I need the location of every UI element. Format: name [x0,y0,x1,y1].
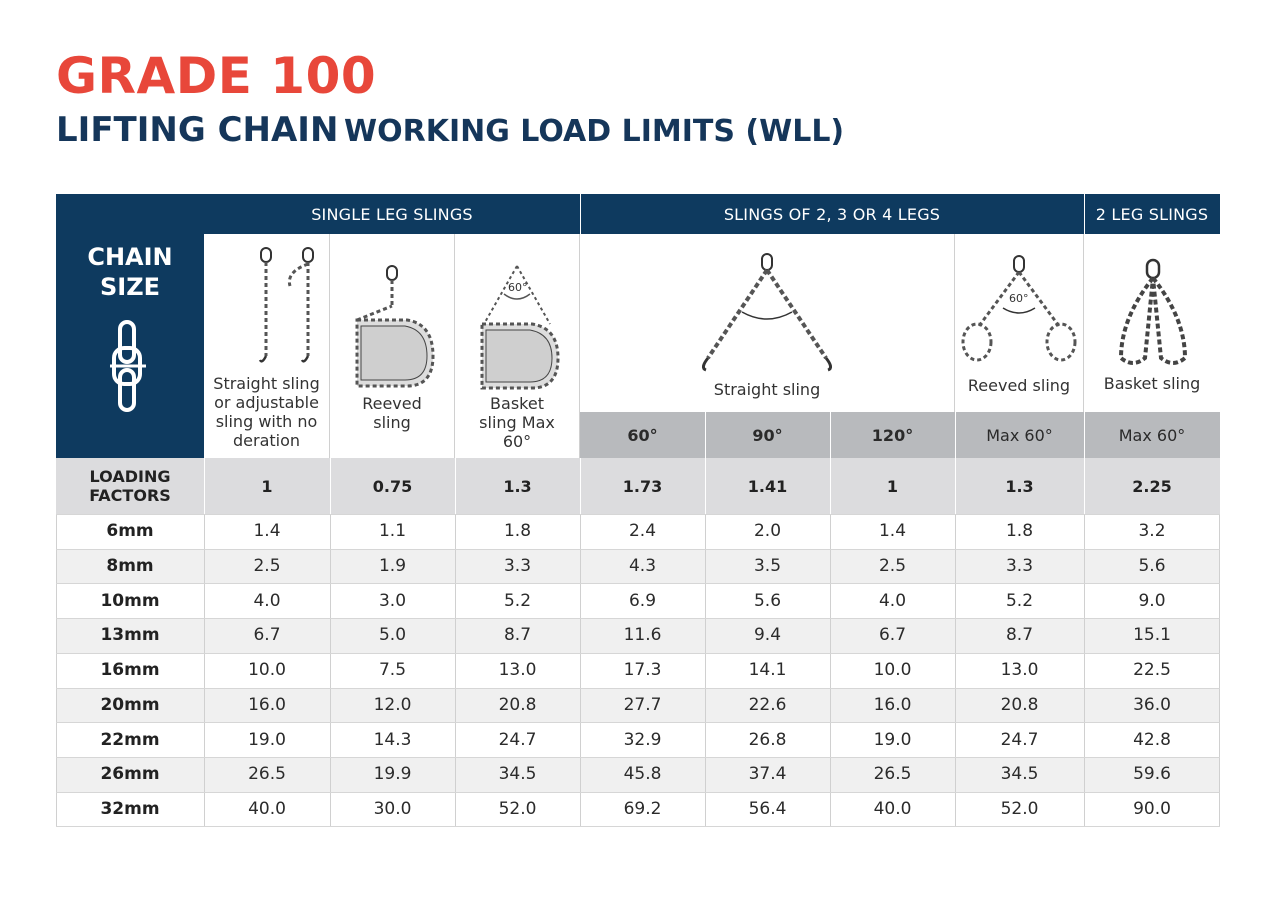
illus-reeved-multi [955,234,1084,412]
wll-cell: 56.4 [748,798,787,819]
wll-cell: 2.4 [628,521,657,542]
angle-120: 120° [830,412,955,458]
table-row [56,618,1220,653]
wll-cell: 27.7 [623,694,662,715]
wll-cell: 2.5 [253,556,281,577]
wll-cell: 2.0 [753,521,782,542]
basket-sling-icon [472,264,562,390]
two-leg-sling-icon [692,252,842,376]
wll-cell: 20.8 [498,694,537,715]
wll-cell: 32.9 [623,729,662,750]
wll-cell: 14.3 [373,729,412,750]
wll-cell: 1.1 [378,521,407,542]
single-leg-chain-icon [217,244,317,370]
wll-cell: 4.0 [253,590,281,611]
illus-basket-2leg [1084,234,1220,412]
table-row [56,583,1220,618]
wll-cell: 90.0 [1133,798,1171,819]
wll-cell: 11.6 [623,625,662,646]
wll-cell: 1.9 [378,556,407,577]
table-row [56,514,1220,549]
wll-cell: 5.6 [1138,556,1166,577]
loading-factor-cell: 1.41 [705,458,830,514]
loading-factor-cell: 0.75 [330,458,455,514]
angle-60: 60° [580,412,705,458]
wll-cell: 26.5 [873,764,912,785]
angle-label: 60° [508,281,528,294]
chain-size-cell: 10mm [100,590,160,611]
wll-cell: 3.0 [378,590,407,611]
wll-cell: 59.6 [1133,764,1171,785]
table-row [56,549,1220,584]
caption-reeved-multi: Reeved sling [967,376,1071,395]
wll-cell: 69.2 [623,798,662,819]
page-subtitle [56,108,844,158]
reeved-sling-icon [347,264,437,390]
wll-cell: 37.4 [748,764,787,785]
wll-cell: 34.5 [498,764,537,785]
wll-cell: 5.2 [1005,590,1034,611]
wll-cell: 52.0 [498,798,537,819]
wll-cell: 22.6 [748,694,787,715]
chain-link-icon [110,320,150,412]
wll-cell: 22.5 [1133,660,1171,681]
illus-basket-single [455,234,580,458]
chain-size-cell: 13mm [100,625,160,646]
group-multi-leg: SLINGS OF 2, 3 OR 4 LEGS [580,194,1084,234]
wll-cell: 1.8 [1005,521,1034,542]
angle-reeved-max: Max 60° [955,412,1084,458]
chain-size-cell: 32mm [100,798,160,819]
wll-cell: 19.0 [248,729,286,750]
illus-reeved-single [330,234,455,458]
wll-cell: 5.0 [378,625,407,646]
wll-cell: 26.8 [748,729,787,750]
wll-cell: 6.7 [878,625,907,646]
wll-cell: 8.7 [503,625,532,646]
wll-cell: 2.5 [878,556,907,577]
wll-cell: 52.0 [1000,798,1039,819]
illus-straight-multi [580,234,955,412]
wll-table [56,194,1220,827]
chain-size-cell: 26mm [100,764,160,785]
loading-factor-cell: 2.25 [1084,458,1220,514]
wll-cell: 40.0 [873,798,912,819]
wll-cell: 40.0 [248,798,286,819]
wll-cell: 26.5 [248,764,286,785]
basket-two-leg-icon [1107,258,1197,370]
loading-factors-label: LOADING FACTORS [56,458,204,514]
wll-cell: 6.7 [253,625,281,646]
wll-cell: 5.6 [753,590,782,611]
subtitle-part-2: WORKING LOAD LIMITS (WLL) [344,114,845,149]
wll-cell: 1.4 [878,521,907,542]
chain-size-label-2: SIZE [99,273,160,301]
group-two-leg: 2 LEG SLINGS [1084,194,1220,234]
table-row [56,653,1220,688]
group-single-leg: SINGLE LEG SLINGS [204,194,580,234]
wll-cell: 3.3 [503,556,532,577]
wll-cell: 1.4 [253,521,281,542]
wll-cell: 5.2 [503,590,532,611]
wll-cell: 13.0 [498,660,537,681]
illus-straight-single [204,234,330,458]
caption-reeved-single: Reeved sling [362,394,422,432]
wll-cell: 10.0 [873,660,912,681]
wll-cell: 20.8 [1000,694,1039,715]
reeved-two-leg-icon [957,254,1081,372]
caption-straight-single: Straight sling or adjustable sling with no deration [213,374,320,450]
wll-cell: 4.3 [628,556,657,577]
loading-factor-cell: 1.3 [955,458,1084,514]
caption-straight-multi: Straight sling [713,380,821,399]
wll-cell: 10.0 [248,660,286,681]
table-row [56,722,1220,757]
subtitle-part-1: LIFTING CHAIN [56,110,339,150]
caption-basket-2leg: Basket sling [1103,374,1201,393]
chain-size-cell: 16mm [100,660,160,681]
wll-cell: 14.1 [748,660,787,681]
angle-basket-max: Max 60° [1084,412,1220,458]
chain-size-label-1: CHAIN [87,243,173,271]
chain-size-header [56,194,204,458]
loading-factor-cell: 1.3 [455,458,580,514]
wll-cell: 13.0 [1000,660,1039,681]
wll-cell: 24.7 [1000,729,1039,750]
table-row [56,688,1220,723]
wll-cell: 7.5 [378,660,407,681]
wll-cell: 24.7 [498,729,537,750]
wll-cell: 6.9 [628,590,657,611]
angle-90: 90° [705,412,830,458]
chain-size-cell: 6mm [106,521,154,542]
loading-factor-cell: 1.73 [580,458,705,514]
wll-cell: 45.8 [623,764,662,785]
wll-cell: 3.5 [753,556,782,577]
wll-cell: 17.3 [623,660,662,681]
table-row [56,792,1220,827]
wll-cell: 19.9 [373,764,412,785]
caption-basket-single: Basket sling Max 60° [479,394,555,451]
wll-cell: 16.0 [248,694,286,715]
wll-cell: 36.0 [1133,694,1171,715]
loading-factor-cell: 1 [204,458,330,514]
chain-size-cell: 20mm [100,694,160,715]
wll-cell: 3.3 [1005,556,1034,577]
wll-cell: 15.1 [1133,625,1171,646]
chain-size-cell: 22mm [100,729,160,750]
angle-label: 60° [1009,292,1029,305]
wll-cell: 3.2 [1138,521,1166,542]
chain-size-cell: 8mm [106,556,154,577]
wll-cell: 16.0 [873,694,912,715]
wll-cell: 9.0 [1138,590,1166,611]
wll-cell: 12.0 [373,694,412,715]
wll-cell: 9.4 [753,625,782,646]
table-row [56,757,1220,792]
wll-cell: 1.8 [503,521,532,542]
loading-factor-cell: 1 [830,458,955,514]
wll-cell: 34.5 [1000,764,1039,785]
wll-cell: 8.7 [1005,625,1034,646]
page-title: GRADE 100 [56,47,377,105]
wll-cell: 42.8 [1133,729,1171,750]
wll-cell: 19.0 [873,729,912,750]
wll-cell: 4.0 [878,590,907,611]
wll-cell: 30.0 [373,798,412,819]
